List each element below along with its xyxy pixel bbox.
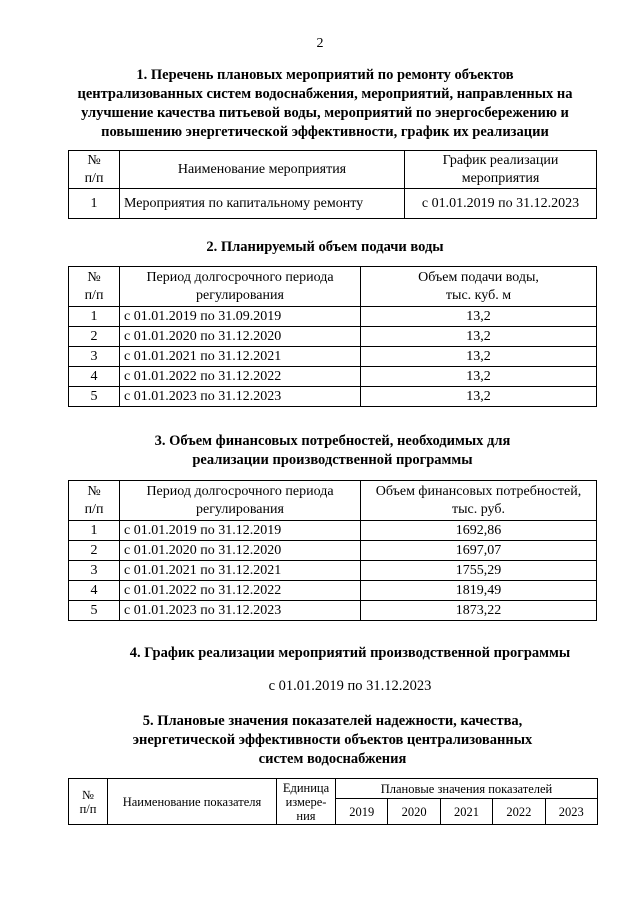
row-period: с 01.01.2022 по 31.12.2022 xyxy=(120,367,361,387)
row-period: с 01.01.2023 по 31.12.2023 xyxy=(120,387,361,407)
row-value: 1819,49 xyxy=(361,581,597,601)
row-period: с 01.01.2021 по 31.12.2021 xyxy=(120,347,361,367)
section3-title xyxy=(60,432,605,470)
activity-period: с 01.01.2019 по 31.12.2023 xyxy=(405,189,597,219)
header-text: тыс. куб. м xyxy=(445,287,512,303)
table-header-row xyxy=(69,779,598,799)
section5-title xyxy=(60,712,605,769)
row-value: 13,2 xyxy=(361,327,597,347)
col-year-header: 2023 xyxy=(545,799,598,825)
row-period: с 01.01.2023 по 31.12.2023 xyxy=(120,601,361,621)
section5-title-line: 5. Плановые значения показателей надежности, качества, xyxy=(142,713,523,729)
section1-title-line: централизованных систем водоснабжения, мероприятий, направленных на xyxy=(77,86,573,102)
header-text: Наименование показателя xyxy=(122,794,262,809)
header-text: регулирования xyxy=(196,501,284,517)
col-year-header: 2021 xyxy=(440,799,492,825)
col-volume-header xyxy=(361,267,597,307)
header-text: п/п xyxy=(79,801,97,816)
col-schedule-header xyxy=(405,151,597,189)
header-text: ния xyxy=(296,808,316,823)
col-plan-header xyxy=(336,779,598,799)
financial-needs-table xyxy=(68,480,597,621)
row-number: 2 xyxy=(69,327,120,347)
row-number: 5 xyxy=(69,601,120,621)
row-value: 13,2 xyxy=(361,387,597,407)
row-value: 1697,07 xyxy=(361,541,597,561)
col-number-header xyxy=(69,779,108,825)
row-number: 4 xyxy=(69,367,120,387)
row-value: 13,2 xyxy=(361,347,597,367)
row-number: 1 xyxy=(69,189,120,219)
header-text: № xyxy=(82,787,94,802)
row-period: с 01.01.2022 по 31.12.2022 xyxy=(120,581,361,601)
page-number: 2 xyxy=(316,36,324,51)
col-unit-header xyxy=(277,779,336,825)
section5-title-line: энергетической эффективности объектов централизованных xyxy=(132,732,533,748)
table-row xyxy=(69,521,597,541)
col-indicator-header xyxy=(108,779,277,825)
table-header-row xyxy=(69,267,597,307)
col-amount-header xyxy=(361,481,597,521)
col-year-header: 2019 xyxy=(336,799,388,825)
table-row xyxy=(69,189,597,219)
table-row xyxy=(69,307,597,327)
section3-title-line: реализации производственной программы xyxy=(192,452,473,468)
water-supply-table xyxy=(68,266,597,407)
header-text: Объем подачи воды, xyxy=(418,269,539,285)
table-header-row xyxy=(69,481,597,521)
row-period: с 01.01.2019 по 31.12.2019 xyxy=(120,521,361,541)
row-number: 1 xyxy=(69,307,120,327)
header-text: График реализации xyxy=(442,152,559,168)
row-number: 5 xyxy=(69,387,120,407)
section2-title: 2. Планируемый объем подачи воды xyxy=(206,239,444,255)
section5-title-line: систем водоснабжения xyxy=(258,751,407,767)
row-number: 4 xyxy=(69,581,120,601)
header-text: п/п xyxy=(84,170,104,186)
section1-title-line: улучшение качества питьевой воды, мероприятий по энергосбережению и xyxy=(81,105,569,121)
row-value: 1692,86 xyxy=(361,521,597,541)
table-row xyxy=(69,367,597,387)
row-number: 2 xyxy=(69,541,120,561)
col-year-header: 2022 xyxy=(493,799,545,825)
header-text: № xyxy=(87,269,101,285)
col-name-header xyxy=(120,151,405,189)
header-text: Период долгосрочного периода xyxy=(146,269,334,285)
header-text: регулирования xyxy=(196,287,284,303)
section1-title-line: повышению энергетической эффективности, график их реализации xyxy=(101,124,549,140)
section4-period: с 01.01.2019 по 31.12.2023 xyxy=(268,678,432,694)
header-text: п/п xyxy=(84,287,104,303)
table-row xyxy=(69,347,597,367)
header-text: Период долгосрочного периода xyxy=(146,483,334,499)
header-text: № xyxy=(87,152,101,168)
table-row xyxy=(69,601,597,621)
section1-title-line: 1. Перечень плановых мероприятий по ремонту объектов xyxy=(136,67,514,83)
row-value: 13,2 xyxy=(361,307,597,327)
row-period: с 01.01.2021 по 31.12.2021 xyxy=(120,561,361,581)
section3-title-line: 3. Объем финансовых потребностей, необходимых для xyxy=(154,433,511,449)
header-text: № xyxy=(87,483,101,499)
row-period: с 01.01.2020 по 31.12.2020 xyxy=(120,327,361,347)
row-number: 1 xyxy=(69,521,120,541)
header-text: Наименование мероприятия xyxy=(177,161,347,177)
row-value: 13,2 xyxy=(361,367,597,387)
header-text: измере- xyxy=(285,794,327,809)
table-row xyxy=(69,387,597,407)
col-period-header xyxy=(120,267,361,307)
section4-title: 4. График реализации мероприятий производственной программы xyxy=(129,645,571,661)
section1-title xyxy=(60,66,590,142)
table-header-row xyxy=(69,151,597,189)
col-number-header xyxy=(69,481,120,521)
header-text: Единица xyxy=(282,780,330,795)
col-period-header xyxy=(120,481,361,521)
row-period: с 01.01.2020 по 31.12.2020 xyxy=(120,541,361,561)
row-period: с 01.01.2019 по 31.09.2019 xyxy=(120,307,361,327)
indicators-table xyxy=(68,778,598,825)
table-row xyxy=(69,541,597,561)
col-year-header: 2020 xyxy=(388,799,440,825)
table-row xyxy=(69,327,597,347)
row-number: 3 xyxy=(69,561,120,581)
activity-name: Мероприятия по капитальному ремонту xyxy=(120,189,405,219)
table-row xyxy=(69,561,597,581)
row-value: 1755,29 xyxy=(361,561,597,581)
row-value: 1873,22 xyxy=(361,601,597,621)
table-row xyxy=(69,581,597,601)
col-number-header xyxy=(69,267,120,307)
header-text: п/п xyxy=(84,501,104,517)
col-number-header xyxy=(69,151,120,189)
header-text: Объем финансовых потребностей, xyxy=(375,483,582,499)
header-text: тыс. руб. xyxy=(452,501,505,517)
header-text: Плановые значения показателей xyxy=(380,781,553,796)
header-text: мероприятия xyxy=(461,170,540,186)
activities-table xyxy=(68,150,597,219)
row-number: 3 xyxy=(69,347,120,367)
